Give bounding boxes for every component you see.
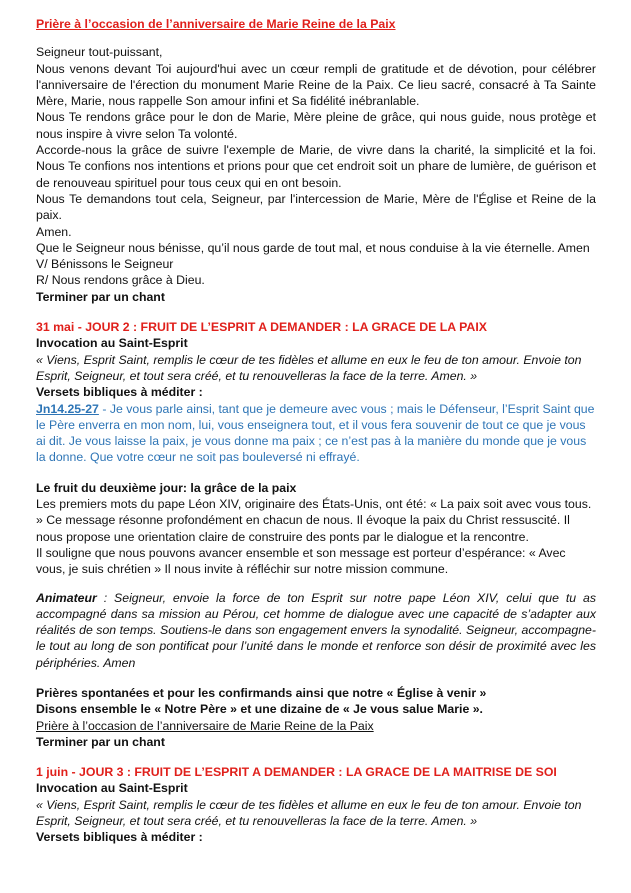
prayer-opening: Seigneur tout-puissant, <box>36 45 163 60</box>
day3-verses-label: Versets bibliques à méditer : <box>36 830 203 845</box>
day3-invocation-label: Invocation au Saint-Esprit <box>36 781 188 796</box>
day2-invocation-label: Invocation au Saint-Esprit <box>36 336 188 351</box>
prayer-paragraph-4: Nous Te demandons tout cela, Seigneur, par l'intercession de Marie, Mère de l'Église et Reine de la paix. <box>36 191 596 223</box>
prayer-versicle: V/ Bénissons le Seigneur <box>36 257 174 272</box>
day2-invocation-text: « Viens, Esprit Saint, remplis le cœur de tes fidèles et allume en eux le feu de ton amour. Envoie ton Esprit, Seigneur, et tout sera créé, et tu renouvelleras la face de la terre. Amen. » <box>36 352 582 383</box>
prayer-paragraph-1: Nous venons devant Toi aujourd'hui avec un cœur rempli de gratitude et de dévotion, pour célébrer l'anniversaire de l'érection du monument Marie Reine de la Paix. Ce lieu sacré, consacré à Ta Sainte Mère, Marie, nous rappelle Son amour infini et Sa fidélité inébranlable. <box>36 61 596 109</box>
prayer-end-instruction: Terminer par un chant <box>36 289 165 304</box>
animateur-label: Animateur <box>36 590 97 605</box>
day2-closing-1: Prières spontanées et pour les confirmands ainsi que notre « Église à venir » <box>36 685 487 700</box>
prayer-response: R/ Nous rendons grâce à Dieu. <box>36 273 205 288</box>
day2-verse-passage <box>36 401 596 466</box>
day3-heading: 1 juin - JOUR 3 : FRUIT DE L’ESPRIT A DEMANDER : LA GRACE DE LA MAITRISE DE SOI <box>36 765 557 780</box>
prayer-amen: Amen. <box>36 224 72 239</box>
day2-closing-3: Prière à l’occasion de l’anniversaire de Marie Reine de la Paix <box>36 718 374 733</box>
day2-closing-4: Terminer par un chant <box>36 734 165 749</box>
day2-heading: 31 mai - JOUR 2 : FRUIT DE L’ESPRIT A DEMANDER : LA GRACE DE LA PAIX <box>36 320 487 335</box>
day2-fruit-title: Le fruit du deuxième jour: la grâce de la paix <box>36 480 297 495</box>
day2-animateur-prayer <box>36 590 596 671</box>
day2-verses-label: Versets bibliques à méditer : <box>36 385 203 400</box>
day2-fruit-paragraph-2: Il souligne que nous pouvons avancer ensemble et son message est porteur d’espérance: « Avec vous, je suis chrétien » Il nous invite à réfléchir sur notre mission commune. <box>36 545 566 577</box>
verse-reference-link[interactable]: Jn14.25-27 <box>36 401 99 416</box>
day2-closing-2: Disons ensemble le « Notre Père » et une dizaine de « Je vous salue Marie ». <box>36 702 483 717</box>
prayer-blessing: Que le Seigneur nous bénisse, qu’il nous garde de tout mal, et nous conduise à la vie éternelle. Amen <box>36 240 590 255</box>
prayer-paragraph-3: Accorde-nous la grâce de suivre l'exemple de Marie, de vivre dans la charité, la simplicité et la foi. Nous Te confions nos intentions et prions pour que cet endroit soit un phare de lumière, de guérison et de renouveau spirituel pour tous ceux qui en ont besoin. <box>36 143 596 190</box>
day2-verse-text: - Je vous parle ainsi, tant que je demeure avec vous ; mais le Défenseur, l’Esprit Saint que le Père enverra en mon nom, lui, vous enseignera tout, et il vous fera souvenir de tout ce que je vous ai dit. Je vous laisse la paix, je vous donne ma paix ; ce n’est pas à la manière du monde que je vous la donne. Que votre cœur ne soit pas bouleversé ni effrayé. <box>36 401 595 465</box>
prayer-paragraph-2: Nous Te rendons grâce pour le don de Marie, Mère pleine de grâce, qui nous guide, nous protège et nous inspire à vivre selon Ta volonté. <box>36 110 596 141</box>
prayer-title: Prière à l’occasion de l’anniversaire de Marie Reine de la Paix <box>36 17 396 31</box>
day2-fruit-paragraph-1: Les premiers mots du pape Léon XIV, originaire des États-Unis, ont été: « La paix soit avec vous tous. » Ce message résonne profondément en chacun de nous. Il évoque la paix du Christ ressuscité. Il nous propose une orientation claire de construire des ponts par le dialogue et la rencontre. <box>36 497 592 544</box>
animateur-text: : Seigneur, envoie la force de ton Esprit sur notre pape Léon XIV, celui que tu as accompagné dans sa mission au Pérou, cet homme de dialogue avec une capacité de s’adapter aux réalités de son temps. Soutiens-le dans son engagement envers la synodalité. Seigneur, accompagne-le tout au long de son pontificat pour l’unité dans le monde et renforce son désir de proximité avec les périphéries. Amen <box>36 590 596 670</box>
document-page <box>36 16 596 846</box>
day3-invocation-text: « Viens, Esprit Saint, remplis le cœur de tes fidèles et allume en eux le feu de ton amour. Envoie ton Esprit, Seigneur, et tout sera créé, et tu renouvelleras la face de la terre. Amen. » <box>36 797 582 829</box>
